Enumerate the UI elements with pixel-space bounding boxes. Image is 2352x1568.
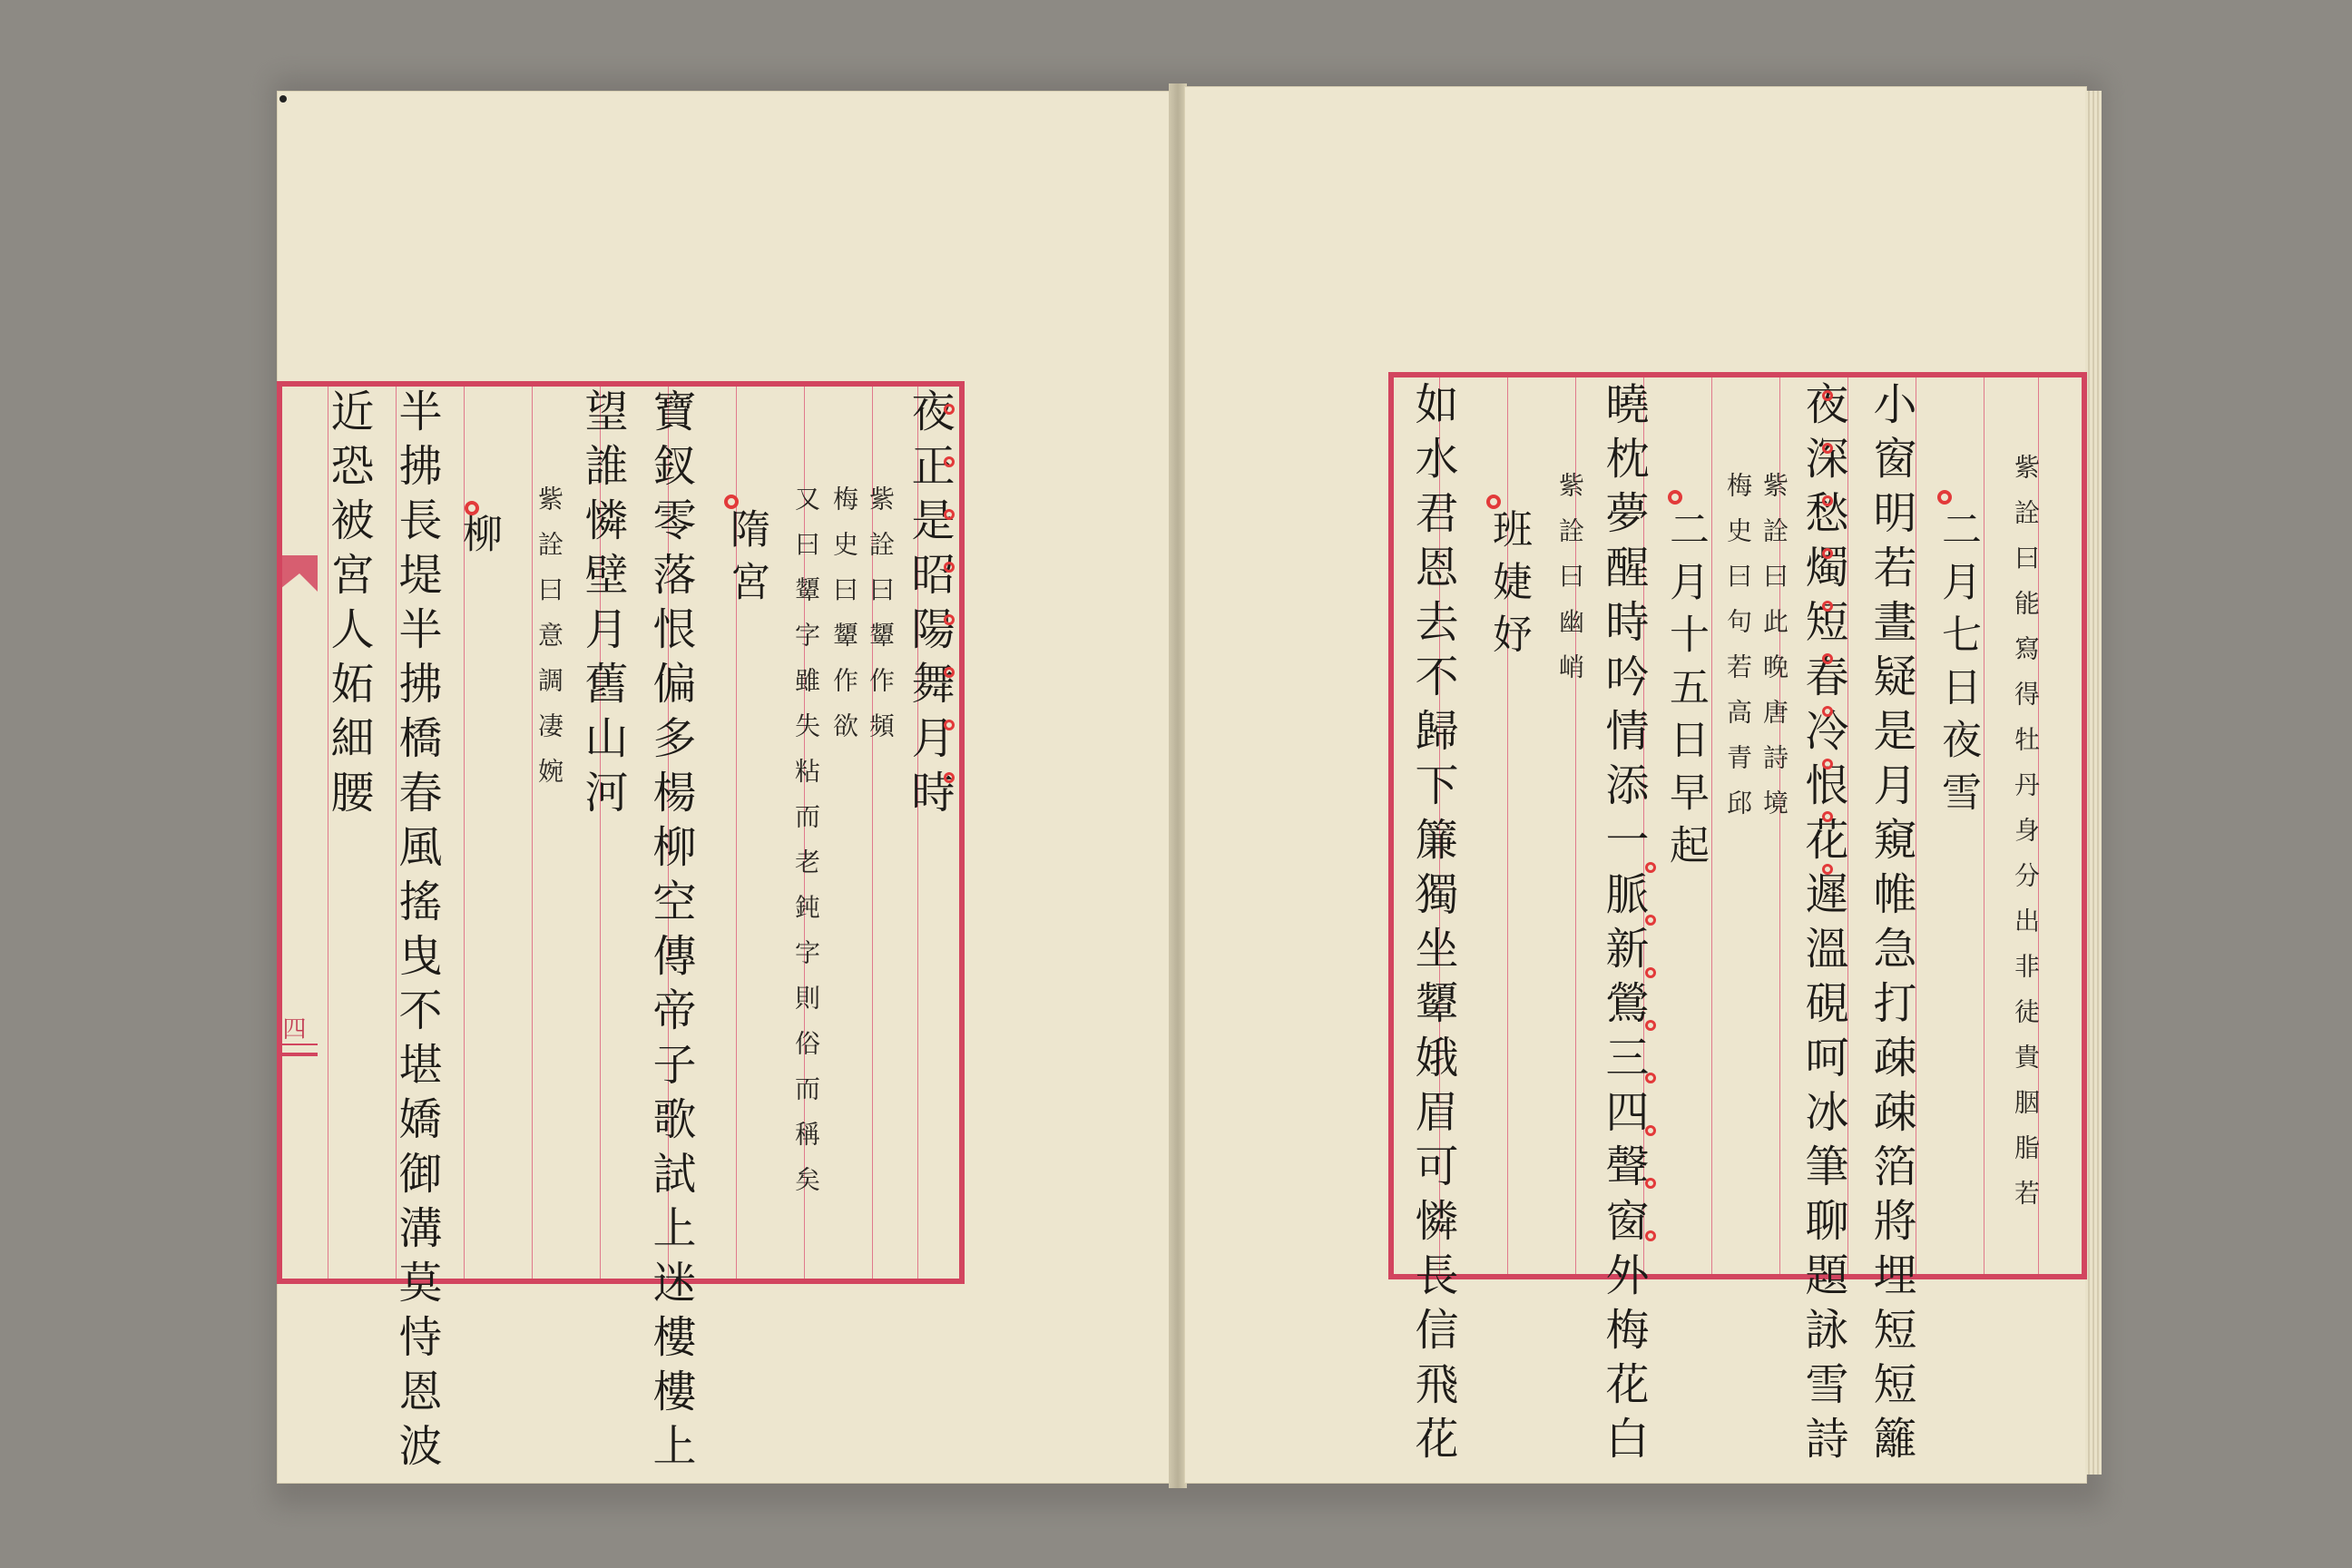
binding-hole <box>279 95 287 103</box>
punctuation-marks <box>944 404 956 783</box>
punctuation-marks <box>1645 862 1658 1241</box>
text-column: 如水君恩去不歸下簾獨坐顰娥眉可憐長信飛花 <box>1407 381 1458 1470</box>
text-column: 又曰顰字雖失粘而老鈍字則俗而稱矣 <box>791 485 821 1211</box>
section-heading: 班婕妤 <box>1485 508 1532 666</box>
text-column: 紫詮曰能寫得牡丹身分出非徒貴胭脂若 <box>2011 454 2041 1225</box>
text-column: 梅史曰句若高青邱 <box>1723 472 1753 835</box>
section-heading: 柳 <box>456 513 502 565</box>
section-heading: 二月十五日早起 <box>1662 508 1709 877</box>
section-heading: 隋宮 <box>723 508 769 613</box>
text-column: 紫詮曰顰作頻 <box>866 485 896 758</box>
text-column: 紫詮曰幽峭 <box>1555 472 1585 699</box>
section-heading: 二月七日夜雪 <box>1935 508 1981 824</box>
text-column: 寶釵零落恨偏多楊柳空傳帝子歌試上迷樓樓上 <box>645 388 696 1477</box>
text-column: 夜正是昭陽舞月時 <box>904 388 955 824</box>
heading-mark <box>465 501 479 515</box>
text-column: 夜深愁燭短春冷恨花遲溫硯呵冰筆聊題詠雪詩 <box>1798 381 1848 1470</box>
text-column: 紫詮曰意調凄婉 <box>534 485 564 803</box>
page-edges <box>2085 91 2102 1475</box>
text-column: 小窗明若晝疑是月窺帷急打疎疎箔將埋短短籬 <box>1866 381 1916 1470</box>
text-column: 梅史曰顰作欲 <box>829 485 859 758</box>
text-column: 近恐被宮人妬細腰 <box>323 388 374 824</box>
punctuation-marks <box>1822 390 1835 875</box>
text-column: 紫詮曰此晚唐詩境 <box>1759 472 1789 835</box>
heading-mark <box>1486 495 1501 509</box>
folio-number: 四 <box>279 1016 306 1040</box>
text-column: 望誰憐壁月舊山河 <box>577 388 628 824</box>
heading-mark <box>1668 490 1682 505</box>
text-column: 半拂長堤半拂橋春風搖曳不堪嬌御溝莫恃恩波 <box>391 388 442 1477</box>
text-column: 曉枕夢醒時吟情添一脈新鶯三四聲窗外梅花白 <box>1598 381 1649 1470</box>
heading-mark <box>724 495 739 509</box>
heading-mark <box>1937 490 1952 505</box>
